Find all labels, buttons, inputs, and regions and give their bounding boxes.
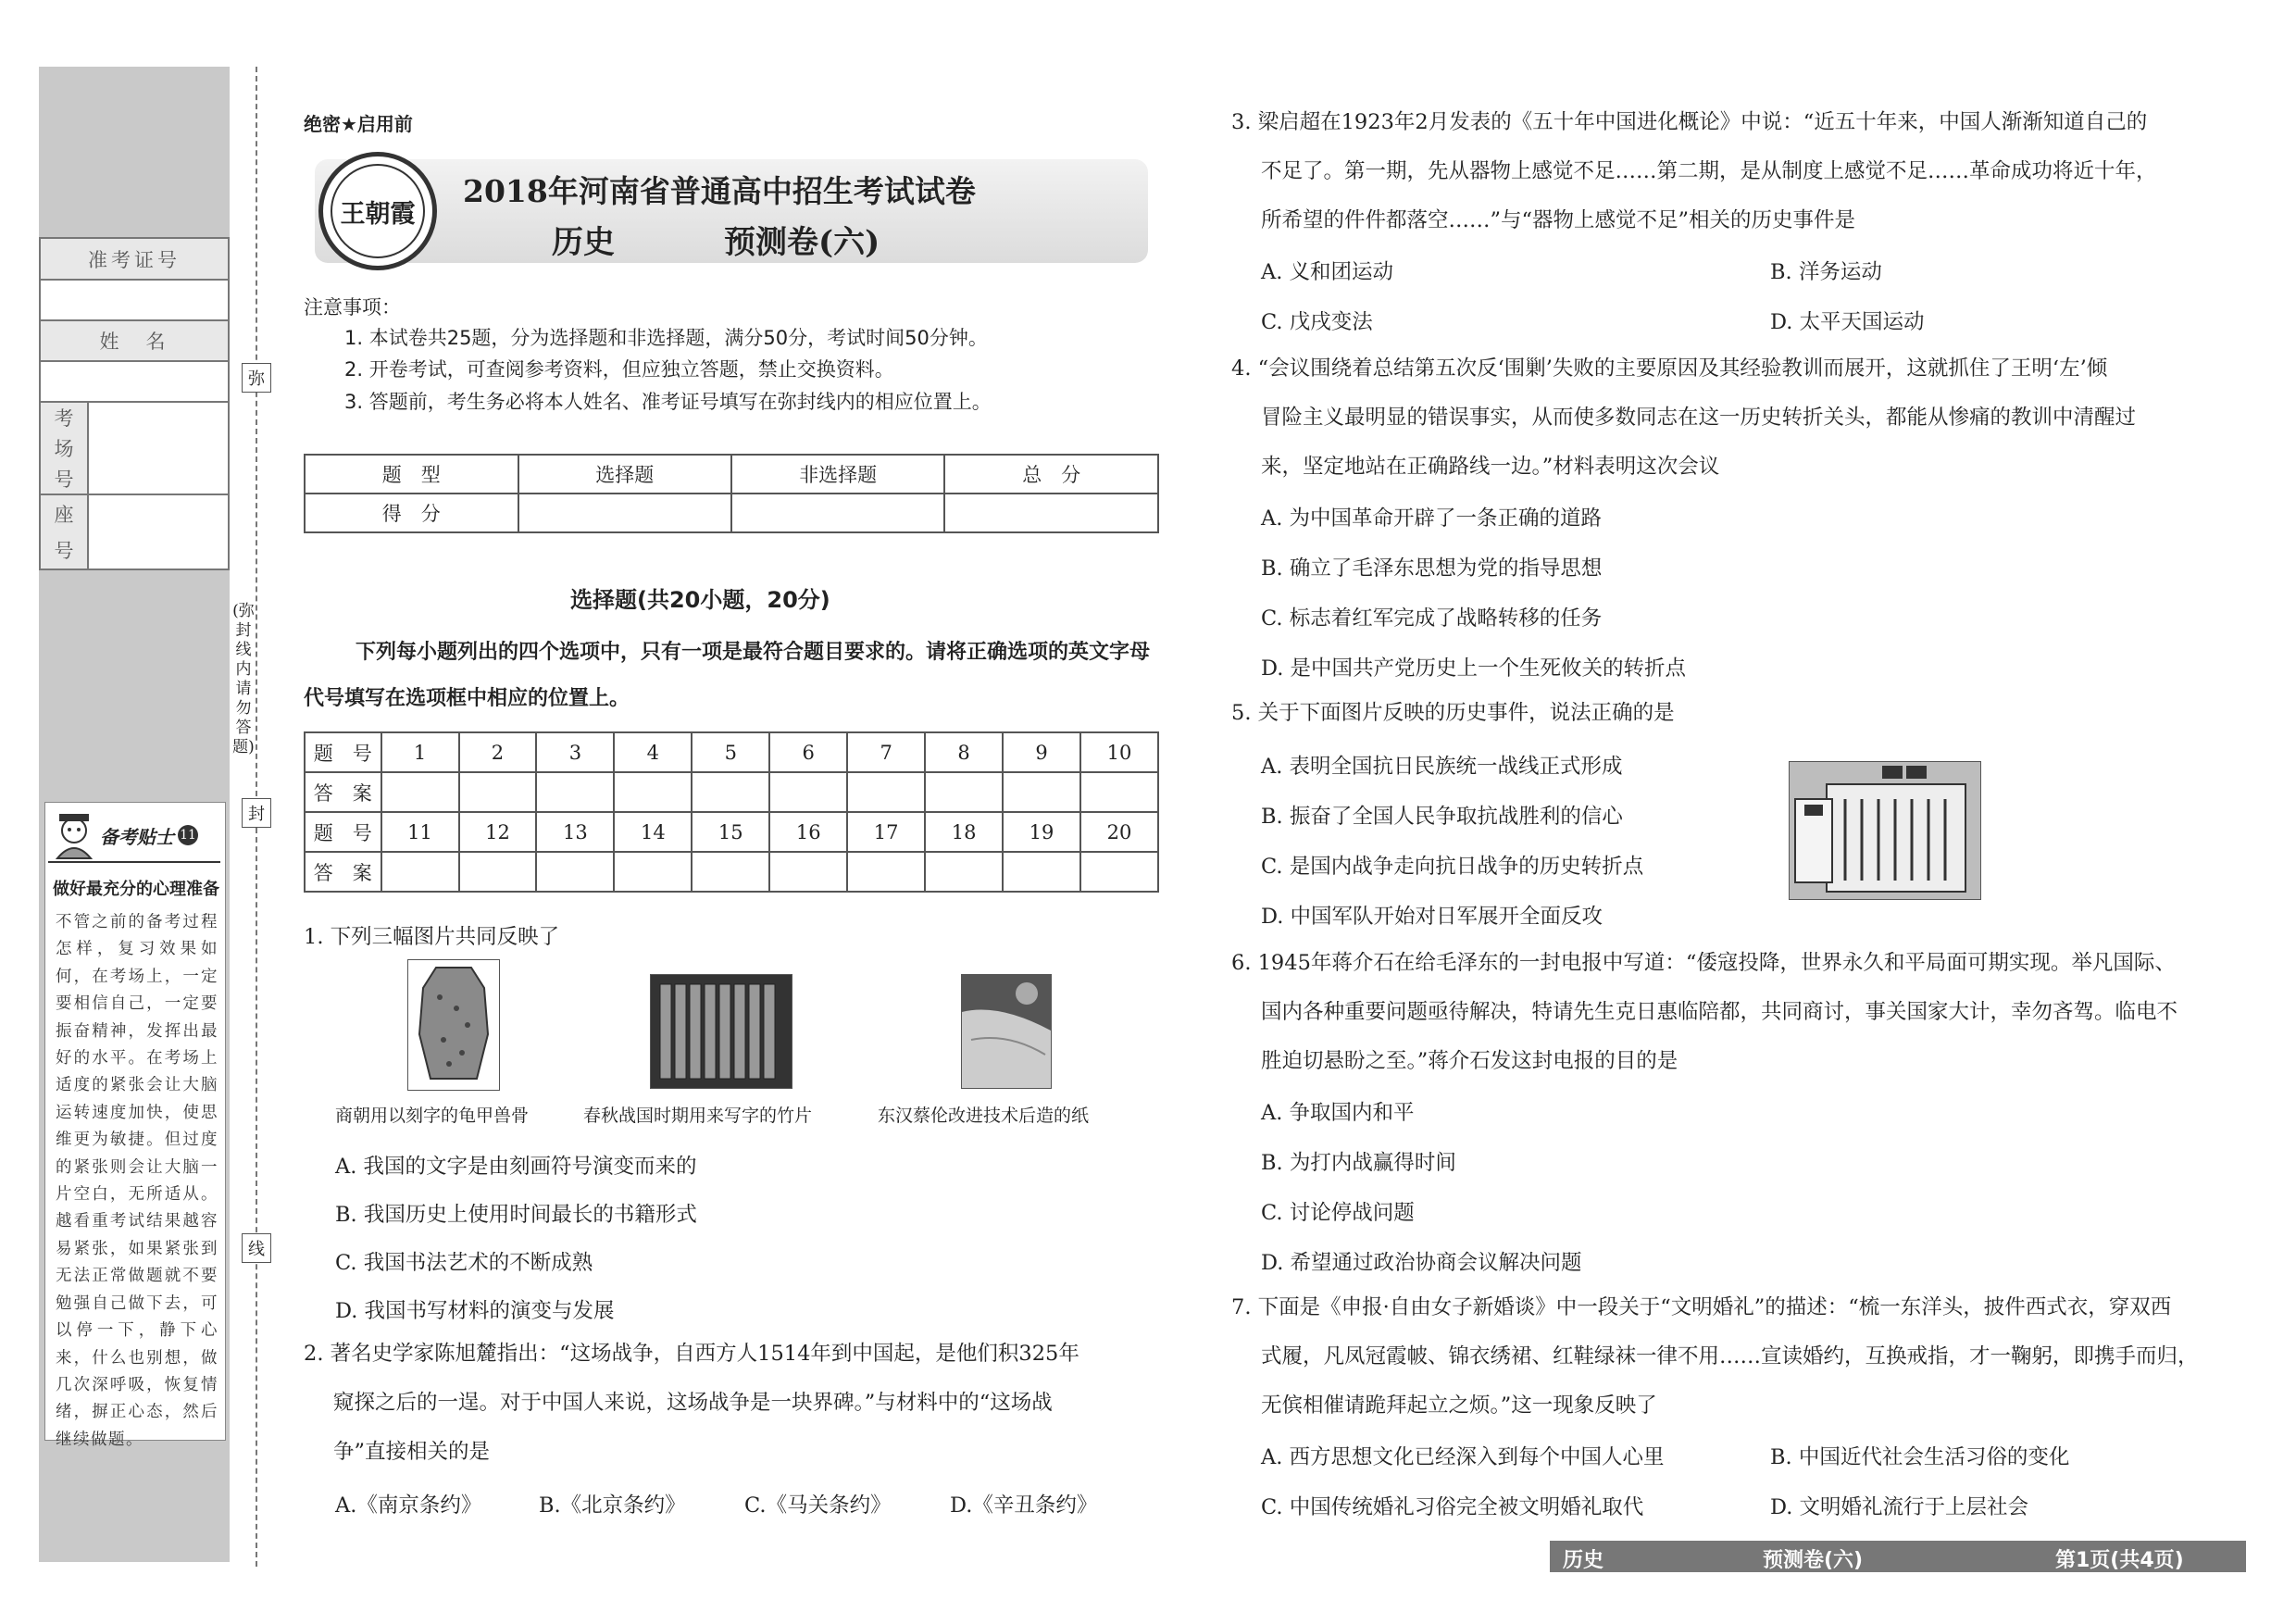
section-title: 选择题(共20小题，20分) (570, 587, 830, 613)
answer-cell[interactable] (847, 852, 925, 892)
seat-label (41, 495, 89, 569)
question-2-option: A.《南京条约》 (335, 1493, 482, 1518)
answer-cell[interactable] (614, 852, 692, 892)
answer-cell[interactable] (381, 772, 459, 812)
answer-cell[interactable] (614, 772, 692, 812)
answer-cell[interactable] (459, 852, 537, 892)
question-2-line: 争”直接相关的是 (333, 1440, 491, 1464)
answer-cell[interactable] (536, 772, 614, 812)
answer-cell[interactable] (925, 852, 1003, 892)
tip-badge-number: 11 (178, 825, 198, 845)
answer-label: 答 案 (305, 772, 381, 812)
answer-cell[interactable] (1080, 772, 1158, 812)
image-caption: 春秋战国时期用来写字的竹片 (583, 1106, 813, 1126)
question-5-option: B. 振奋了全国人民争取抗战胜利的信心 (1261, 805, 1623, 829)
answer-cell[interactable] (692, 772, 769, 812)
paper-image (961, 974, 1052, 1089)
question-2-option: C.《马关条约》 (744, 1493, 892, 1518)
question-7-option: D. 文明婚礼流行于上层社会 (1770, 1495, 2029, 1519)
question-3-option: D. 太平天国运动 (1770, 310, 1925, 334)
question-number-cell: 13 (536, 812, 614, 852)
question-7-line: 7. 下面是《申报·自由女子新婚谈》中一段关于“文明婚礼”的描述：“梳一东洋头，披件西式衣，穿双西 (1231, 1295, 2172, 1319)
question-7-line: 式履，凡凤冠霞帔、锦衣绣裙、红鞋绿袜一律不用……宣读婚约，互换戒指，才一鞠躬，即携手而归， (1261, 1344, 2199, 1368)
question-number-cell: 8 (925, 732, 1003, 772)
question-number-cell: 11 (381, 812, 459, 852)
question-6-option: A. 争取国内和平 (1261, 1101, 1415, 1125)
seat-char: 座 (54, 503, 74, 526)
question-3-option: C. 戊戌变法 (1261, 310, 1373, 334)
question-6-option: C. 讨论停战问题 (1261, 1201, 1415, 1225)
question-number-cell: 9 (1003, 732, 1080, 772)
answer-cell[interactable] (381, 852, 459, 892)
question-1-option: D. 我国书写材料的演变与发展 (335, 1299, 615, 1323)
score-header: 非选择题 (731, 455, 944, 494)
seat-char: 号 (54, 540, 74, 563)
question-1-stem: 1. 下列三幅图片共同反映了 (304, 925, 560, 949)
question-number-cell: 19 (1003, 812, 1080, 852)
question-number-cell: 15 (692, 812, 769, 852)
footer-page: 第1页(共4页) (2055, 1549, 2184, 1572)
question-2-line: 2. 著名史学家陈旭麓指出：“这场战争，自西方人1514年到中国起，是他们积325年 (304, 1342, 1079, 1366)
score-cell[interactable] (518, 494, 731, 532)
exam-number-field[interactable] (41, 281, 228, 321)
question-number-cell: 2 (459, 732, 537, 772)
exam-room-label (41, 403, 89, 494)
question-number-cell: 4 (614, 732, 692, 772)
question-number-cell: 17 (847, 812, 925, 852)
question-4-option: A. 为中国革命开辟了一条正确的道路 (1261, 506, 1603, 531)
answer-cell[interactable] (1003, 852, 1080, 892)
question-number-label: 题 号 (305, 812, 381, 852)
note-item: 1. 本试卷共25题，分为选择题和非选择题，满分50分，考试时间50分钟。 (344, 327, 988, 349)
question-number-cell: 18 (925, 812, 1003, 852)
confidential-label: 绝密★启用前 (304, 113, 413, 135)
seat-row[interactable] (41, 495, 228, 569)
question-4-option: C. 标志着红军完成了战略转移的任务 (1261, 606, 1603, 631)
score-cell[interactable] (731, 494, 944, 532)
score-table (304, 454, 1159, 533)
room-char: 考 (54, 407, 74, 431)
question-number-cell: 12 (459, 812, 537, 852)
question-number-cell: 1 (381, 732, 459, 772)
answer-grid (304, 731, 1159, 893)
exam-title: 2018年河南省普通高中招生考试试卷 (463, 173, 976, 209)
footer-paper: 预测卷(六) (1763, 1549, 1864, 1572)
question-number-cell: 6 (769, 732, 847, 772)
room-char: 号 (54, 468, 74, 491)
page-footer (1550, 1541, 2246, 1572)
answer-cell[interactable] (536, 852, 614, 892)
candidate-info-box (39, 237, 230, 570)
question-6-option: B. 为打内战赢得时间 (1261, 1151, 1456, 1175)
question-2-option: D.《辛丑条约》 (950, 1493, 1098, 1518)
note-item: 3. 答题前，考生务必将本人姓名、准考证号填写在弥封线内的相应位置上。 (344, 391, 992, 413)
question-5-option: D. 中国军队开始对日军展开全面反攻 (1261, 905, 1603, 929)
question-5-option: A. 表明全国抗日民族统一战线正式形成 (1261, 755, 1623, 779)
question-4-line: 来，坚定地站在正确路线一边。”材料表明这次会议 (1261, 455, 1720, 479)
question-7-option: B. 中国近代社会生活习俗的变化 (1770, 1445, 2070, 1469)
answer-cell[interactable] (769, 772, 847, 812)
question-4-option: D. 是中国共产党历史上一个生死攸关的转折点 (1261, 656, 1687, 681)
tip-title: 做好最充分的心理准备 (53, 880, 219, 899)
answer-cell[interactable] (459, 772, 537, 812)
question-2-line: 窥探之后的一逞。对于中国人来说，这场战争是一块界碑。”与材料中的“这场战 (333, 1391, 1053, 1415)
answer-cell[interactable] (769, 852, 847, 892)
bamboo-slips-image (650, 974, 792, 1089)
question-5-option: C. 是国内战争走向抗日战争的历史转折点 (1261, 855, 1644, 879)
tip-body: 不管之前的备考过程怎样，复习效果如何，在考场上，一定要相信自己，一定要振奋精神，发挥出最好的水平。在考场上适度的紧张会让大脑运转速度加快，使思维更为敏捷。但过度的紧张则会让大脑一片空白，无所适从。越看重考试结果越容易紧张，如果紧张到无法正常做题就不要勉强自己做下去，可以停一下，静下心来，什么也别想，做几次深呼吸，恢复情绪，摒正心态，然后继续做题。 (56, 913, 218, 1449)
note-item: 2. 开卷考试，可查阅参考资料，但应独立答题，禁止交换资料。 (344, 358, 894, 381)
question-number-cell: 14 (614, 812, 692, 852)
question-7-option: C. 中国传统婚礼习俗完全被文明婚礼取代 (1261, 1495, 1644, 1519)
question-3-line: 3. 梁启超在1923年2月发表的《五十年中国进化概论》中说：“近五十年来，中国人渐渐知道自己的 (1231, 110, 2148, 134)
question-number-cell: 5 (692, 732, 769, 772)
question-number-cell: 10 (1080, 732, 1158, 772)
footer-subject: 历史 (1563, 1549, 1604, 1572)
question-5-stem: 5. 关于下面图片反映的历史事件，说法正确的是 (1231, 701, 1675, 725)
score-row-label: 得 分 (305, 494, 518, 532)
question-number-label: 题 号 (305, 732, 381, 772)
scholar-mascot-icon (48, 810, 100, 860)
question-4-option: B. 确立了毛泽东思想为党的指导思想 (1261, 556, 1603, 581)
room-char: 场 (54, 437, 74, 460)
question-4-line: 冒险主义最明显的错误事实，从而使多数同志在这一历史转折关头，都能从惨痛的教训中清醒过 (1261, 406, 2137, 430)
answer-cell[interactable] (1003, 772, 1080, 812)
image-caption: 商朝用以刻字的龟甲兽骨 (335, 1106, 530, 1126)
question-6-line: 胜迫切悬盼之至。”蒋介石发这封电报的目的是 (1261, 1049, 1678, 1073)
seal-char: 线 (242, 1233, 271, 1263)
question-1-option: C. 我国书法艺术的不断成熟 (335, 1251, 593, 1275)
question-7-option: A. 西方思想文化已经深入到每个中国人心里 (1261, 1445, 1665, 1469)
answer-cell[interactable] (925, 772, 1003, 812)
image-caption: 东汉蔡伦改进技术后造的纸 (878, 1106, 1090, 1126)
question-3-line: 所希望的件件都落空……”与“器物上感觉不足”相关的历史事件是 (1261, 208, 1856, 232)
question-1-option: A. 我国的文字是由刻画符号演变而来的 (335, 1155, 697, 1179)
score-header: 题 型 (305, 455, 518, 494)
notes-title: 注意事项： (304, 296, 401, 319)
tip-badge-text: 备考贴士 (100, 825, 174, 848)
answer-cell[interactable] (847, 772, 925, 812)
question-number-cell: 20 (1080, 812, 1158, 852)
logo-text: 王朝霞 (331, 164, 425, 258)
question-number-cell: 3 (536, 732, 614, 772)
question-3-option: B. 洋务运动 (1770, 260, 1882, 284)
answer-label: 答 案 (305, 852, 381, 892)
question-7-line: 无傧相催请跪拜起立之烦。”这一现象反映了 (1261, 1393, 1657, 1418)
score-cell[interactable] (944, 494, 1158, 532)
seal-note: (弥封线内请勿答题) (232, 602, 255, 756)
question-6-option: D. 希望通过政治协商会议解决问题 (1261, 1251, 1582, 1275)
exam-subject: 历史 (552, 224, 615, 261)
answer-cell[interactable] (692, 852, 769, 892)
publisher-logo (318, 152, 437, 270)
name-label: 姓 名 (41, 321, 228, 362)
answer-cell[interactable] (1080, 852, 1158, 892)
seal-char: 封 (242, 798, 271, 828)
paper-name: 预测卷(六) (724, 224, 880, 261)
question-2-option: B.《北京条约》 (539, 1493, 686, 1518)
question-1-option: B. 我国历史上使用时间最长的书籍形式 (335, 1203, 697, 1227)
name-field[interactable] (41, 362, 228, 403)
question-6-line: 6. 1945年蒋介石在给毛泽东的一封电报中写道：“倭寇投降，世界永久和平局面可期实现。举凡国际、 (1231, 951, 2176, 975)
exam-number-label: 准考证号 (41, 239, 228, 281)
score-header: 总 分 (944, 455, 1158, 494)
seal-char: 弥 (242, 363, 271, 393)
question-3-option: A. 义和团运动 (1261, 260, 1394, 284)
section-description: 下列每小题列出的四个选项中，只有一项是最符合题目要求的。请将正确选项的英文字母代号填写在选项框中相应的位置上。 (304, 641, 1151, 710)
question-number-cell: 7 (847, 732, 925, 772)
question-4-line: 4. “会议围绕着总结第五次反‘围剿’失败的主要原因及其经验教训而展开，这就抓住了王明‘左’倾 (1231, 356, 2108, 381)
exam-room-row[interactable] (41, 403, 228, 495)
tip-badge (48, 809, 220, 863)
oracle-bone-image (407, 959, 500, 1091)
score-header: 选择题 (518, 455, 731, 494)
question-6-line: 国内各种重要问题亟待解决，特请先生克日惠临陪都，共同商讨，事关国家大计，幸勿吝驾。临电不 (1261, 1000, 2178, 1024)
question-number-cell: 16 (769, 812, 847, 852)
historical-document-image (1789, 761, 1981, 900)
question-3-line: 不足了。第一期，先从器物上感觉不足……第二期，是从制度上感觉不足……革命成功将近十年， (1261, 159, 2157, 183)
